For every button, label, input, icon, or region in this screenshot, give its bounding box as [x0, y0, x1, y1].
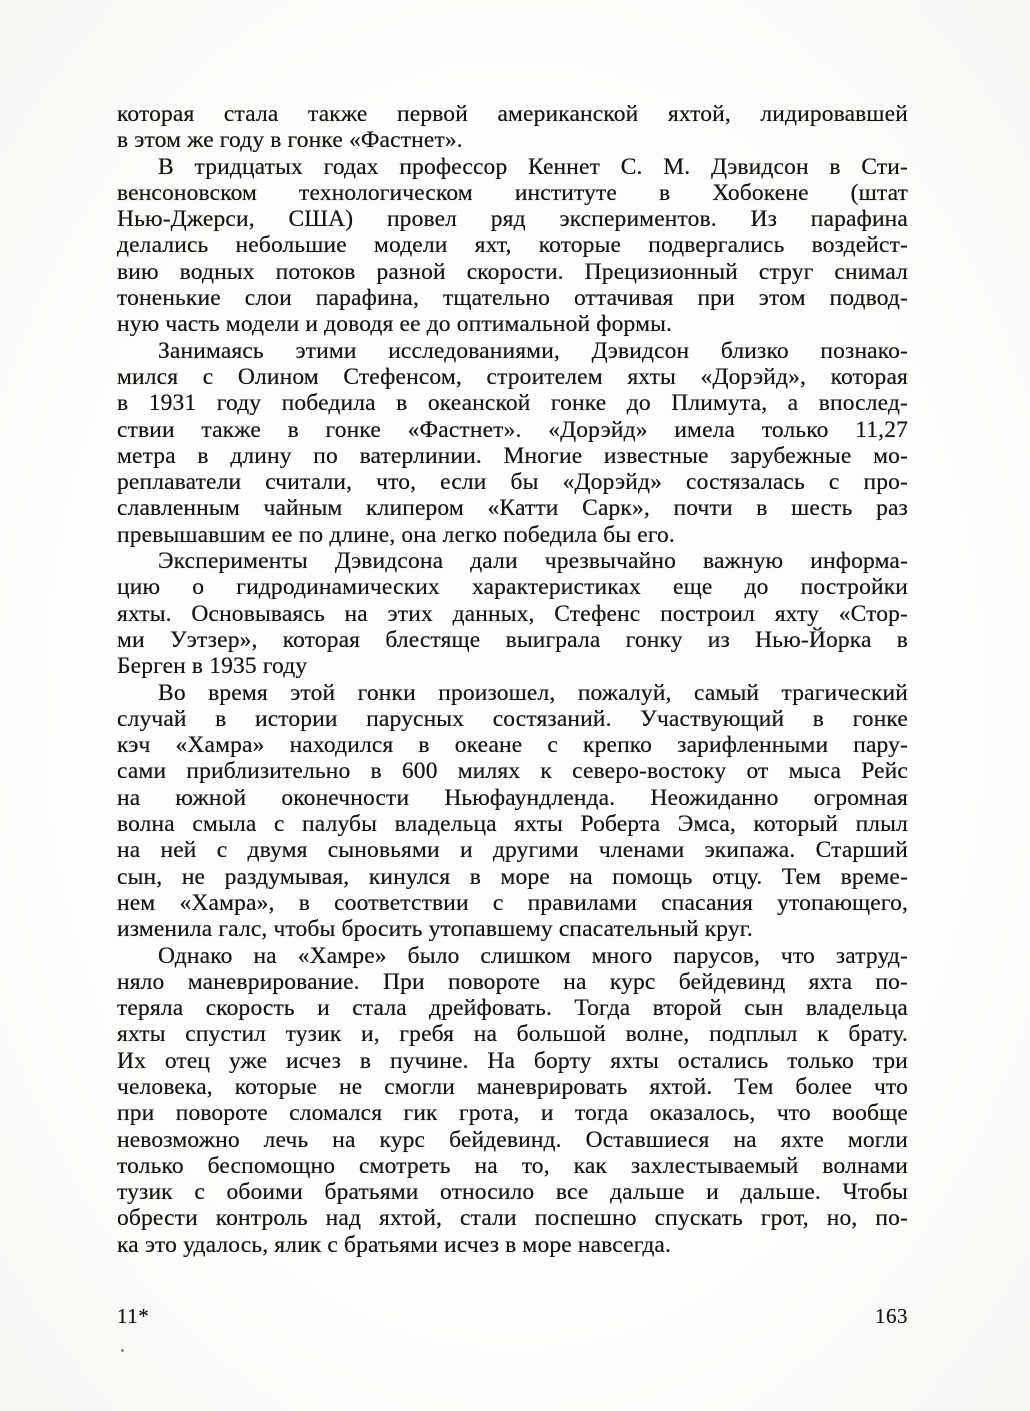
- text-line: Их отец уже исчез в пучине. На борту яхты остались только три: [117, 1047, 908, 1074]
- text-line: обрести контроль над яхтой, стали поспешно спускать грот, но, по-: [117, 1205, 908, 1232]
- text-line: тоненькие слои парафина, тщательно оттачивая при этом подвод-: [117, 285, 908, 312]
- text-line: славленным чайным клипером «Катти Сарк», почти в шесть раз: [117, 495, 908, 522]
- text-line: Эксперименты Дэвидсона дали чрезвычайно важную информа-: [158, 548, 908, 575]
- paragraph: [117, 548, 908, 679]
- text-line: сын, не раздумывая, кинулся в море на помощь отцу. Тем време-: [117, 863, 908, 890]
- paragraph: [117, 154, 908, 338]
- paragraph: [117, 101, 908, 154]
- paragraph: [117, 680, 908, 943]
- text-line: на южной оконечности Ньюфаундленда. Неожиданно огромная: [117, 784, 908, 811]
- text-line: человека, которые не смогли маневрировать яхтой. Тем более что: [117, 1073, 908, 1100]
- text-line: в этом же году в гонке «Фастнет».: [117, 127, 463, 154]
- text-line: венсоновском технологическом институте в Хобокене (штат: [117, 179, 908, 206]
- text-line: мился с Олином Стефенсом, строителем яхты «Дорэйд», которая: [117, 363, 908, 390]
- text-line: яхты. Основываясь на этих данных, Стефенс построил яхту «Стор-: [117, 600, 908, 627]
- text-line: невозможно лечь на курс бейдевинд. Оставшиеся на яхте могли: [117, 1126, 908, 1153]
- text-line: Берген в 1935 году: [117, 653, 308, 680]
- text-line: теряла скорость и стала дрейфовать. Тогда второй сын владельца: [117, 995, 908, 1022]
- text-line: ную часть модели и доводя ее до оптимальной формы.: [117, 311, 673, 338]
- text-line: цию о гидродинамических характеристиках еще до постройки: [117, 574, 908, 601]
- text-line: нем «Хамра», в соответствии с правилами спасания утопающего,: [117, 889, 908, 916]
- page-number: 163: [875, 1304, 908, 1328]
- page-footer: [117, 1303, 908, 1329]
- text-line: ми Уэтзер», которая блестяще выиграла гонку из Нью-Йорка в: [117, 626, 908, 653]
- text-line: которая стала также первой американской яхтой, лидировавшей: [117, 101, 908, 127]
- page-text: [117, 101, 908, 1258]
- text-line: ка это удалось, ялик с братьями исчез в море навсегда.: [117, 1231, 672, 1258]
- text-line: тузик с обоими братьями относило все дальше и дальше. Чтобы: [117, 1179, 908, 1206]
- paragraph: [117, 943, 908, 1259]
- text-line: в 1931 году победила в океанской гонке до Плимута, а впослед-: [117, 390, 908, 417]
- text-line: яхты спустил тузик и, гребя на большой волне, подплыл к брату.: [117, 1021, 908, 1048]
- text-line: метра в длину по ватерлинии. Многие известные зарубежные мо-: [117, 442, 908, 469]
- text-line: изменила галс, чтобы бросить утопавшему спасательный круг.: [117, 916, 753, 943]
- paragraph: [117, 338, 908, 548]
- text-line: ствии также в гонке «Фастнет». «Дорэйд» имела только 11,27: [117, 416, 908, 443]
- text-line: Во время этой гонки произошел, пожалуй, самый трагический: [158, 679, 908, 706]
- text-line: Однако на «Хамре» было слишком много парусов, что затруд-: [158, 942, 908, 969]
- text-line: няло маневрирование. При повороте на курс бейдевинд яхта по-: [117, 968, 908, 995]
- text-line: вию водных потоков разной скорости. Прецизионный струг снимал: [117, 258, 908, 285]
- text-line: превышавшим ее по длине, она легко победила бы его.: [117, 521, 675, 548]
- text-line: при повороте сломался гик грота, и тогда оказалось, что вообще: [117, 1100, 908, 1127]
- text-line: реплаватели считали, что, если бы «Дорэйд» состязалась с про-: [117, 469, 908, 496]
- text-line: на ней с двумя сыновьями и другими членами экипажа. Старший: [117, 837, 908, 864]
- text-line: делались небольшие модели яхт, которые подвергались воздейст-: [117, 232, 908, 259]
- text-line: случай в истории парусных состязаний. Участвующий в гонке: [117, 705, 908, 732]
- text-line: Нью-Джерси, США) провел ряд экспериментов. Из парафина: [117, 206, 908, 233]
- text-line: В тридцатых годах профессор Кеннет С. М. Дэвидсон в Сти-: [158, 153, 908, 180]
- text-line: сами приблизительно в 600 милях к северо-востоку от мыса Рейс: [117, 758, 908, 785]
- signature-mark: 11*: [117, 1304, 150, 1328]
- text-line: волна смыла с палубы владельца яхты Роберта Эмса, который плыл: [117, 811, 908, 838]
- text-line: кэч «Хамра» находился в океане с крепко зарифленными пару-: [117, 732, 908, 759]
- text-line: только беспомощно смотреть на то, как захлестываемый волнами: [117, 1152, 908, 1179]
- text-line: Занимаясь этими исследованиями, Дэвидсон близко познако-: [158, 337, 908, 364]
- scan-speck: [121, 1349, 124, 1352]
